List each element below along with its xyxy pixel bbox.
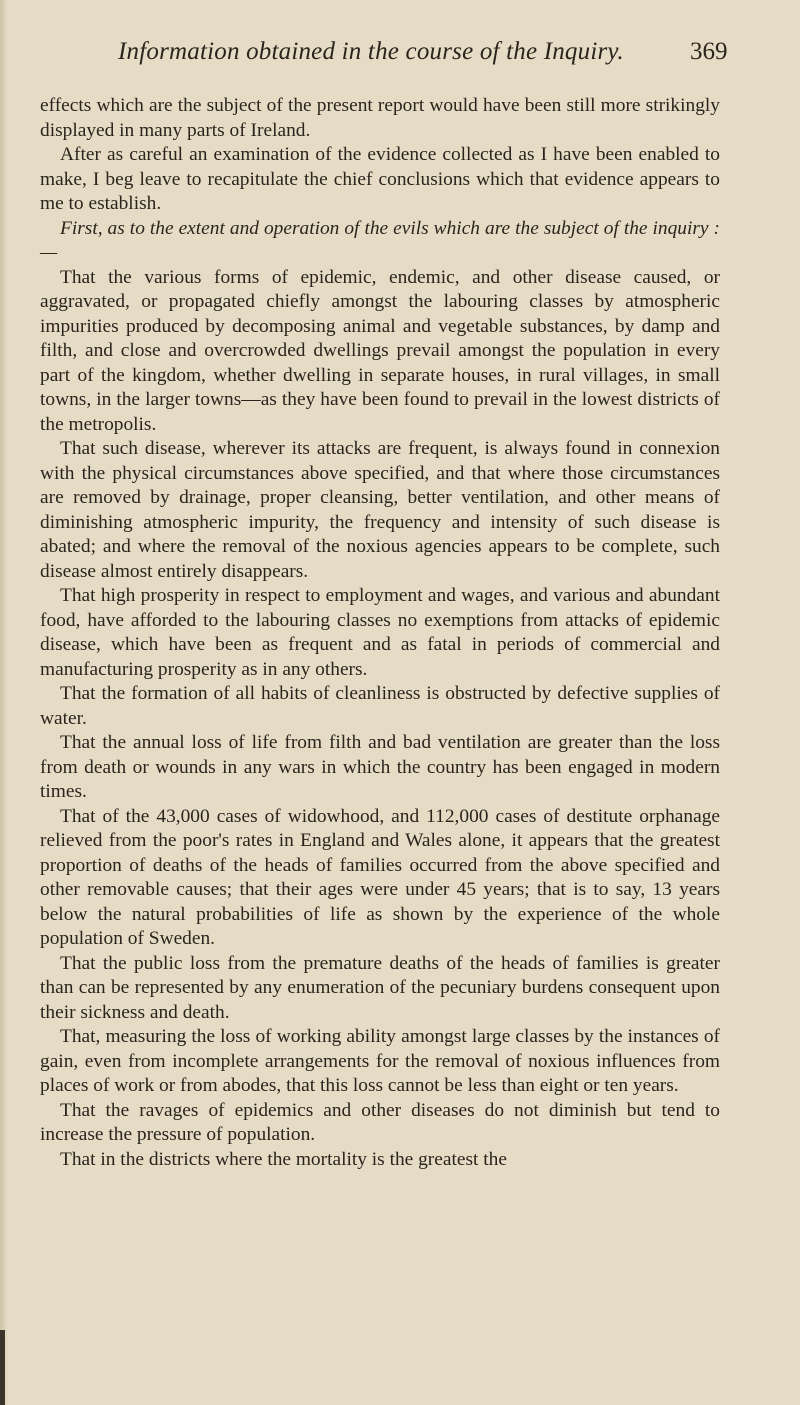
paragraph: That the ravages of epidemics and other diseases do not diminish but tend to increase the pressure of population. [40,1099,720,1145]
page-edge [0,0,8,1405]
page-header [0,38,800,78]
paragraph: That such disease, wherever its attacks are frequent, is always found in connexion with the physical circumstances above specified, and that where those circumstances are removed by drainage, proper cleansing, better ventilation, and other means of diminishing atmospheric impurity, the frequency and intensity of such disease is abated; and where the removal of the noxious agencies appears to be complete, such disease almost entirely disappears. [40,438,720,582]
paragraph: effects which are the subject of the present report would have been still more strikingly displayed in many parts of Ireland. [40,95,720,141]
page-number: 369 [690,38,728,65]
paragraph: That of the 43,000 cases of widowhood, and 112,000 cases of destitute orphanage relieved from the poor's rates in England and Wales alone, it appears that the greatest proportion of deaths of the heads of families occurred from the above specified and other removable causes; that their ages were under 45 years; that is to say, 13 years below the natural probabilities of life as shown by the experience of the whole population of Sweden. [40,805,720,949]
paragraph: That the public loss from the premature deaths of the heads of families is greater than can be represented by any enumeration of the pecuniary burdens consequent upon their sickness and death. [40,952,720,1023]
page-body [40,94,720,1172]
paragraph: That the various forms of epidemic, endemic, and other disease caused, or aggravated, or propagated chiefly amongst the labouring classes by atmospheric impurities produced by decomposing animal and vegetable substances, by damp and filth, and close and overcrowded dwellings prevail amongst the population in every part of the kingdom, whether dwelling in separate houses, in rural villages, in small towns, in the larger towns—as they have been found to prevail in the lowest districts of the metropolis. [40,266,720,435]
paragraph: That in the districts where the mortality is the greatest the [60,1148,507,1170]
paragraph: That high prosperity in respect to employment and wages, and various and abundant food, have afforded to the labouring classes no exemptions from attacks of epidemic disease, which have been as frequent and as fatal in periods of commercial and manufacturing prosperity as in any others. [40,585,720,680]
paragraph: That, measuring the loss of working ability amongst large classes by the instances of gain, even from incomplete arrangements for the removal of noxious influences from places of work or from abodes, that this loss cannot be less than eight or ten years. [40,1026,720,1096]
section-heading: First, as to the extent and operation of the evils which are the subject of the inquiry :— [40,217,720,263]
paragraph: After as careful an examination of the evidence collected as I have been enabled to make, I beg leave to recapitulate the chief conclusions which that evidence appears to me to establish. [40,144,720,214]
paragraph: That the annual loss of life from filth and bad ventilation are greater than the loss from death or wounds in any wars in which the country has been engaged in modern times. [40,732,720,802]
running-title: Information obtained in the course of the Inquiry. [118,38,624,65]
binding-mark [0,1330,5,1405]
paragraph: That the formation of all habits of cleanliness is obstructed by defective supplies of water. [40,683,720,729]
